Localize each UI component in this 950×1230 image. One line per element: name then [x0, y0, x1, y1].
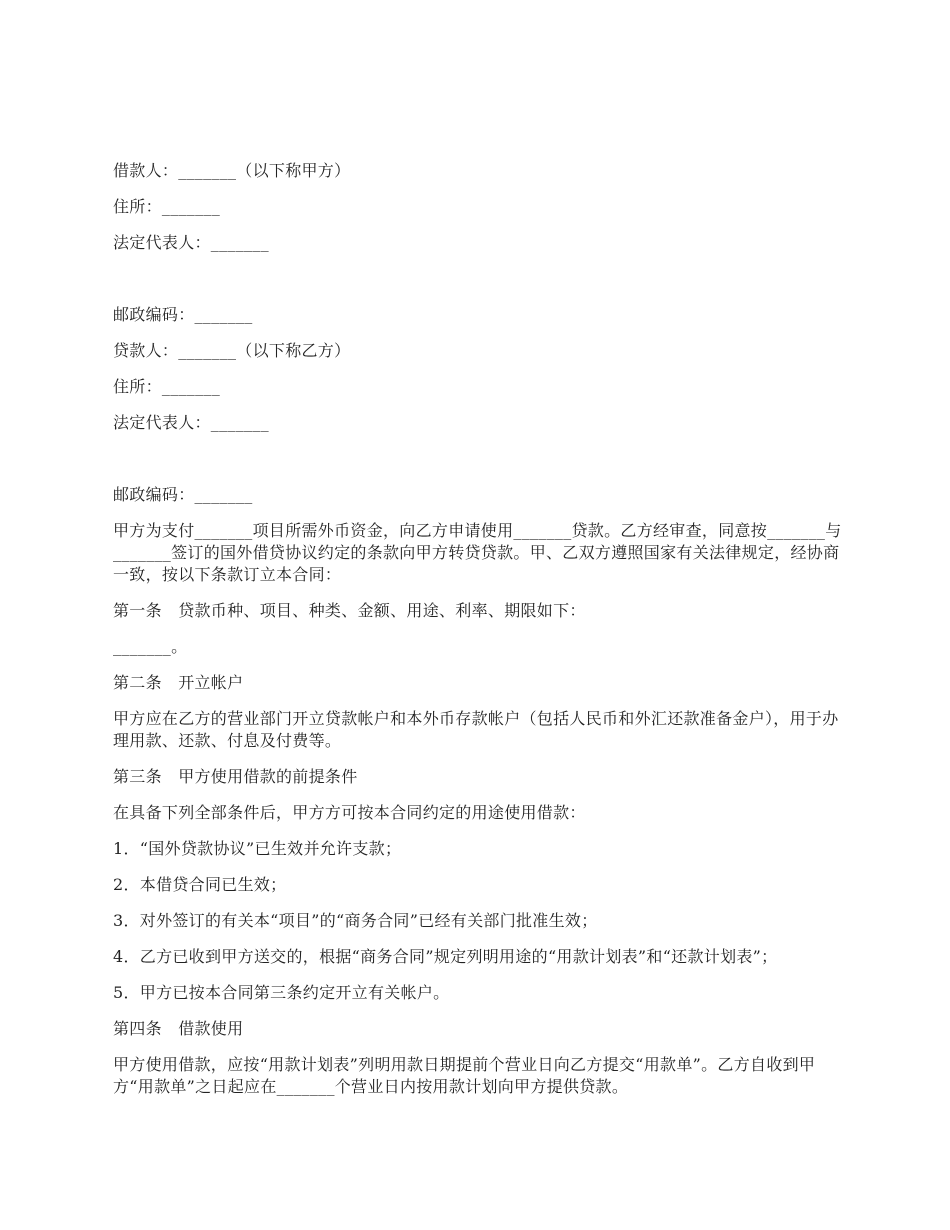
article-3-item-5: 5．甲方已按本合同第三条约定开立有关帐户。 [113, 983, 450, 1002]
contract-content [113, 160, 843, 1112]
article-2-title: 第二条 开立帐户 [113, 673, 244, 692]
borrower-rep-line: 法定代表人：_______ [113, 233, 269, 252]
article-3-title: 第三条 甲方使用借款的前提条件 [113, 767, 358, 786]
intro-paragraph: 甲方为支付_______项目所需外币资金，向乙方申请使用_______贷款。乙方经审查，同意按_______与_______签订的国外借贷协议约定的条款向甲方转贷贷款。甲、乙双方遵照国家有关法律规定，经协商一致，按以下条款订立本合同： [113, 521, 842, 584]
article-3-item-1: 1．“国外贷款协议”已生效并允许支款； [113, 839, 402, 858]
lender-postcode-line: 邮政编码：_______ [113, 485, 253, 504]
spacer [113, 448, 843, 484]
lender-line: 贷款人：_______（以下称乙方） [113, 341, 351, 360]
article-3-body: 在具备下列全部条件后，甲方方可按本合同约定的用途使用借款： [113, 803, 586, 822]
borrower-address-line: 住所：_______ [113, 197, 220, 216]
article-1-body: _______。 [113, 637, 188, 656]
lender-address-line: 住所：_______ [113, 377, 220, 396]
borrower-line: 借款人：_______（以下称甲方） [113, 161, 351, 180]
spacer [113, 268, 843, 304]
article-1-title: 第一条 贷款币种、项目、种类、金额、用途、利率、期限如下： [113, 601, 586, 620]
lender-rep-line: 法定代表人：_______ [113, 413, 269, 432]
borrower-postcode-line: 邮政编码：_______ [113, 305, 253, 324]
article-4-title: 第四条 借款使用 [113, 1019, 244, 1038]
article-4-body: 甲方使用借款，应按“用款计划表”列明用款日期提前个营业日向乙方提交“用款单”。乙方自收到甲方“用款单”之日起应在_______个营业日内按用款计划向甲方提供贷款。 [113, 1055, 816, 1096]
article-3-item-4: 4．乙方已收到甲方送交的，根据“商务合同”规定列明用途的“用款计划表”和“还款计划表”； [113, 947, 778, 966]
article-3-item-3: 3．对外签订的有关本“项目”的“商务合同”已经有关部门批准生效； [113, 911, 598, 930]
article-3-item-2: 2．本借贷合同已生效； [113, 875, 287, 894]
article-2-body: 甲方应在乙方的营业部门开立贷款帐户和本外币存款帐户（包括人民币和外汇还款准备金户），用于办理用款、还款、付息及付费等。 [113, 709, 839, 750]
